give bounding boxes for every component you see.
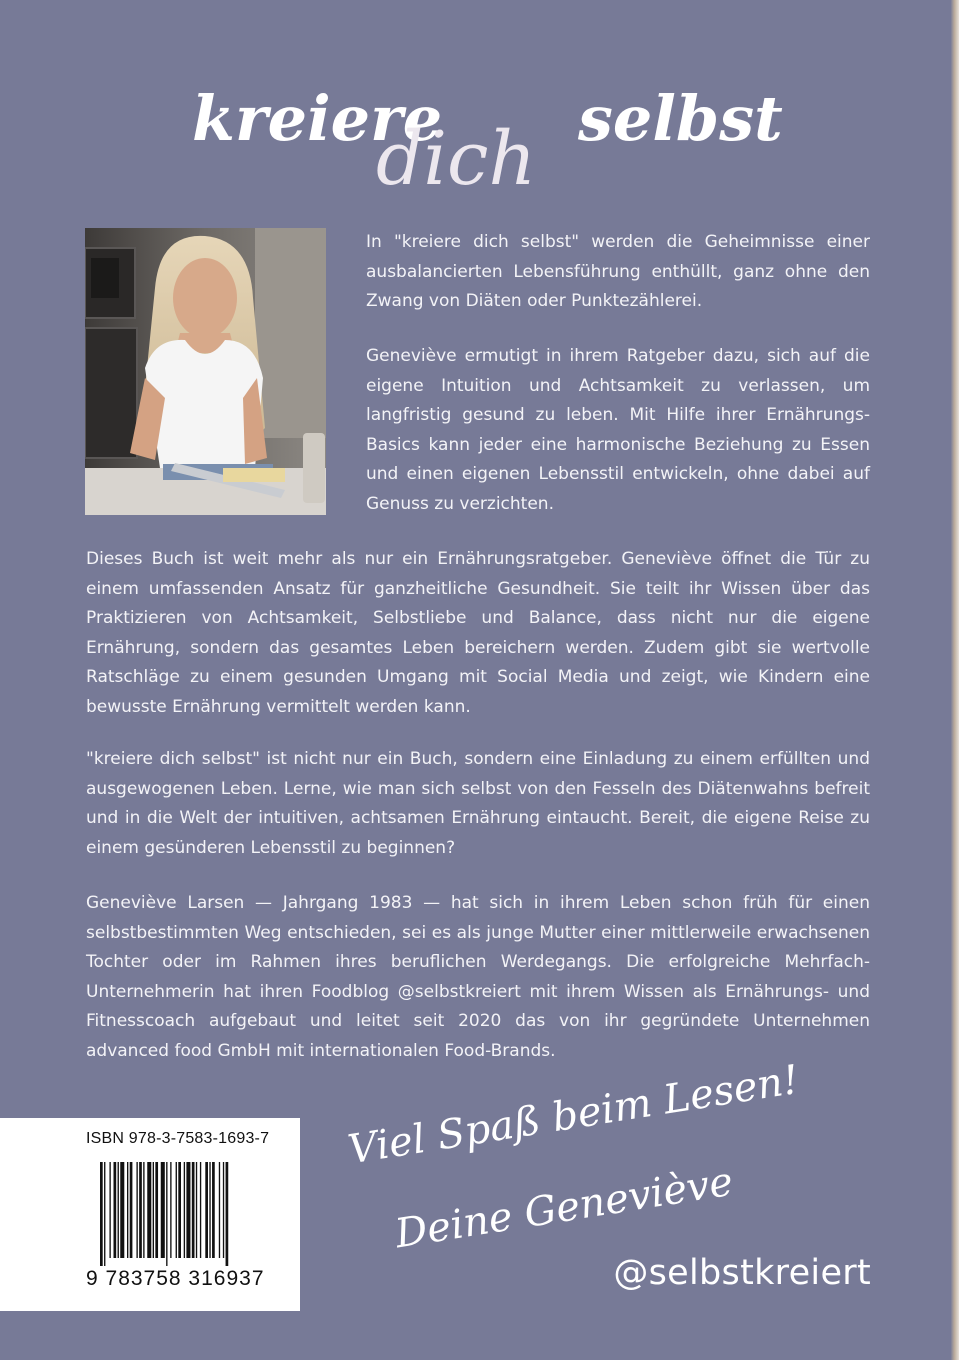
barcode-bar — [192, 1162, 195, 1258]
barcode-bar — [184, 1162, 185, 1258]
signature-line-2: Deine Geneviève — [392, 1158, 737, 1258]
barcode-bar — [100, 1162, 103, 1266]
description-paragraph: Dieses Buch ist weit mehr als nur ein Ernährungsratgeber. Geneviève öffnet die Tür zu einem umfassenden Ansatz für ganzheitliche Gesundheit. Sie teilt ihr Wissen über das Praktizieren von Achtsamkeit, Selbstliebe und Balance, dass nicht nur die eigene Ernährung, sondern das gesamtes Leben bereichern werden. Zudem gibt sie wertvolle Ratschläge zu einem gesunden Umgang mit Social Media und zeigt, wie Kindern eine bewusste Ernährung vermittelt werden kann. — [86, 549, 870, 717]
barcode-bar — [212, 1162, 215, 1258]
barcode-bar — [186, 1162, 190, 1258]
title-word-dich: dich — [376, 116, 537, 202]
barcode-icon — [100, 1162, 265, 1266]
book-title — [190, 60, 790, 202]
barcode-bar — [127, 1162, 128, 1258]
barcode-bar — [155, 1162, 158, 1258]
author-bio-paragraph: Geneviève Larsen — Jahrgang 1983 — hat sich in ihrem Leben schon früh für einen selbstbestimmten Weg entschieden, sei es als junge Mutter einer mittlerweile erwachsenen Tochter oder im Rahmen ihres beruflichen Werdegangs. Die erfolgreiche Mehrfach-Unternehmerin hat ihren Foodblog @selbstkreiert mit ihrem Wissen als Ernährungs- und Fitnesscoach aufgebaut und leitet seit 2020 das von ihr gegründete Unternehmen advanced food GmbH mit internationalen Food-Brands. — [86, 893, 870, 1061]
barcode-bar — [109, 1162, 110, 1258]
barcode-bar — [114, 1162, 117, 1258]
barcode-bar — [219, 1162, 220, 1258]
barcode-bar — [130, 1162, 133, 1258]
barcode-bar — [196, 1162, 197, 1258]
barcode-bar — [136, 1162, 137, 1258]
isbn-digits: 9 783758 316937 — [86, 1267, 265, 1290]
barcode-bar — [223, 1162, 224, 1258]
author-photo — [85, 228, 326, 515]
encouragement-paragraph: Geneviève ermutigt in ihrem Ratgeber dazu, sich auf die eigene Intuition und Achtsamkeit zu verlassen, um langfristig gesund zu leben. Mit Hilfe ihrer Ernährungs-Basics kann jeder eine harmonische Beziehung zu Essen und einen eigenen Lebensstil entwickeln, ohne dabei auf Genuss zu verzichten. — [366, 346, 870, 514]
barcode-bar — [226, 1162, 229, 1266]
barcode-bar — [166, 1162, 167, 1266]
barcode-bar — [118, 1162, 119, 1258]
title-word-kreiere: kreiere — [192, 82, 443, 155]
barcode-bar — [200, 1162, 201, 1258]
invitation-paragraph: "kreiere dich selbst" ist nicht nur ein Buch, sondern eine Einladung zu einem erfüllten und ausgewogenen Leben. Lerne, wie man sich selbst von den Fesseln des Diätenwahns befreit und in die Welt der intuitiven, achtsamen Ernährung eintaucht. Bereit, die eigene Reise zu einem gesünderen Lebensstil zu beginnen? — [86, 749, 870, 858]
barcode-bar — [170, 1162, 171, 1258]
barcode-bar — [147, 1162, 151, 1258]
barcode-bar — [205, 1162, 208, 1258]
barcode-bar — [143, 1162, 144, 1258]
barcode-box — [0, 1118, 300, 1311]
title-word-selbst: selbst — [578, 82, 783, 155]
author-photo-illustration — [85, 228, 326, 515]
signature-line-1: Viel Spaß beim Lesen! — [345, 1056, 803, 1174]
barcode-bar — [176, 1162, 177, 1258]
intro-paragraph: In "kreiere dich selbst" werden die Geheimnisse einer ausbalancierten Lebensführung enthüllt, ganz ohne den Zwang von Diäten oder Punktezählerei. — [366, 232, 870, 311]
barcode-bar — [209, 1162, 210, 1258]
barcode-bar — [178, 1162, 181, 1258]
spine-edge — [951, 0, 959, 1360]
barcode-bar — [104, 1162, 105, 1266]
barcode-bar — [161, 1162, 165, 1258]
isbn-label: ISBN 978-3-7583-1693-7 — [86, 1130, 270, 1147]
social-handle: @selbstkreiert — [613, 1253, 871, 1293]
barcode-bar — [139, 1162, 142, 1258]
barcode-bar — [120, 1162, 124, 1258]
barcode-bar — [153, 1162, 154, 1258]
